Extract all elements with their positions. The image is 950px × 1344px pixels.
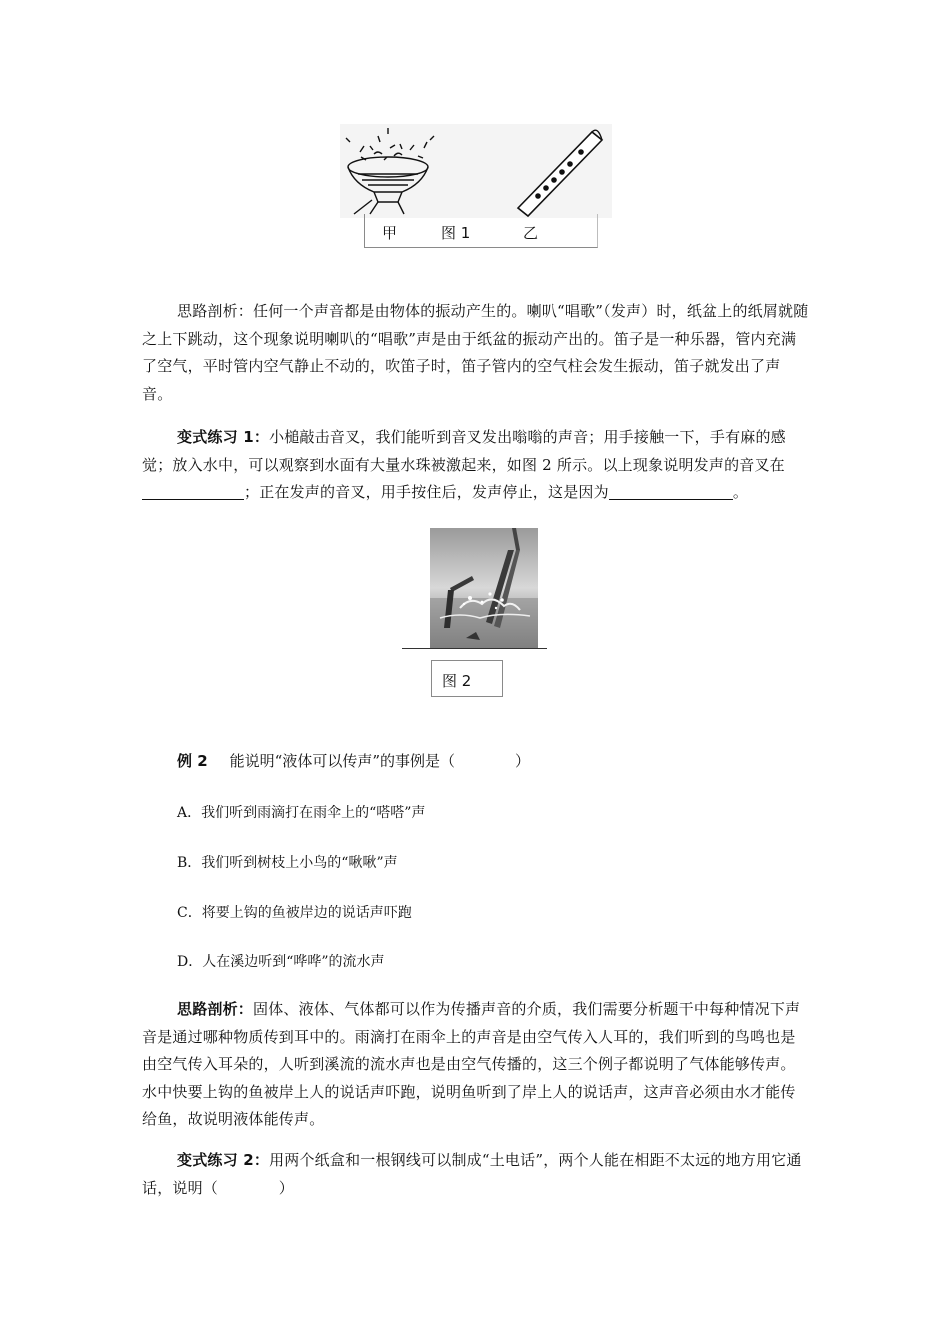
example-2-question-text: 能说明“液体可以传声”的事例是（ ） xyxy=(229,752,531,770)
exercise-1-label: 变式练习 1： xyxy=(177,428,270,446)
option-a[interactable]: A．我们听到雨滴打在雨伞上的“嗒嗒”声 xyxy=(177,805,426,821)
exercise-1-text-before: 小槌敲击音叉，我们能听到音叉发出嗡嗡的声音；用手接触一下，手有麻的感觉；放入水中，可以观察到水面有大量水珠被激起来，如图 2 所示。以上现象说明发声的音叉在 xyxy=(142,428,786,474)
option-b[interactable]: B．我们听到树枝上小鸟的“啾啾”声 xyxy=(177,855,398,871)
figure-1-label-left: 甲 xyxy=(382,224,398,242)
exercise-1-text-end: 。 xyxy=(732,483,749,501)
answer-blank-2[interactable] xyxy=(609,483,733,500)
analysis-1-paragraph xyxy=(142,298,810,408)
figure-1-label-center: 图 1 xyxy=(441,224,471,242)
analysis-2-paragraph xyxy=(142,996,810,1134)
analysis-1-label: 思路剖析： xyxy=(177,302,254,320)
analysis-1-text: 任何一个声音都是由物体的振动产生的。喇叭“唱歌”（发声）时，纸盆上的纸屑就随之上下跳动，这个现象说明喇叭的“唱歌”声是由于纸盆的振动产出的。笛子是一种乐器，管内充满了空气，平时管内空气静止不动的，吹笛子时，笛子管内的空气柱会发生振动，笛子就发出了声音。 xyxy=(142,302,809,403)
figure-1-illustration xyxy=(340,122,612,218)
figure-2-baseline xyxy=(402,648,547,649)
figure-1-label-right: 乙 xyxy=(523,224,539,242)
answer-blank-1[interactable] xyxy=(142,483,244,500)
figure-2-caption: 图 2 xyxy=(442,672,472,690)
exercise-2-paragraph xyxy=(142,1147,810,1202)
figure-1-caption xyxy=(364,214,598,248)
exercise-1-text-middle: ；正在发声的音叉，用手按住后，发声停止，这是因为 xyxy=(244,483,609,501)
exercise-1-paragraph xyxy=(142,424,810,507)
exercise-2-label: 变式练习 2： xyxy=(177,1151,270,1169)
analysis-2-label: 思路剖析： xyxy=(177,1000,254,1018)
example-2-question xyxy=(177,750,530,771)
exercise-2-text: 用两个纸盒和一根钢线可以制成“土电话”，两个人能在相距不太远的地方用它通话，说明（ ） xyxy=(142,1151,802,1197)
figure-2-caption-box xyxy=(431,660,503,697)
option-c[interactable]: C．将要上钩的鱼被岸边的说话声吓跑 xyxy=(177,905,412,921)
figure-2-tuning-fork-photo xyxy=(430,528,538,648)
analysis-2-text: 固体、液体、气体都可以作为传播声音的介质，我们需要分析题干中每种情况下声音是通过哪种物质传到耳中的。雨滴打在雨伞上的声音是由空气传入人耳的，我们听到的鸟鸣也是由空气传入耳朵的，人听到溪流的流水声也是由空气传播的，这三个例子都说明了气体能够传声。水中快要上钩的鱼被岸上人的说话声吓跑，说明鱼听到了岸上人的说话声，这声音必须由水才能传给鱼，故说明液体能传声。 xyxy=(142,1000,801,1128)
figure-1 xyxy=(340,122,612,247)
example-2-label: 例 2 xyxy=(177,752,208,770)
option-d[interactable]: D．人在溪边听到“哗哗”的流水声 xyxy=(177,954,385,970)
